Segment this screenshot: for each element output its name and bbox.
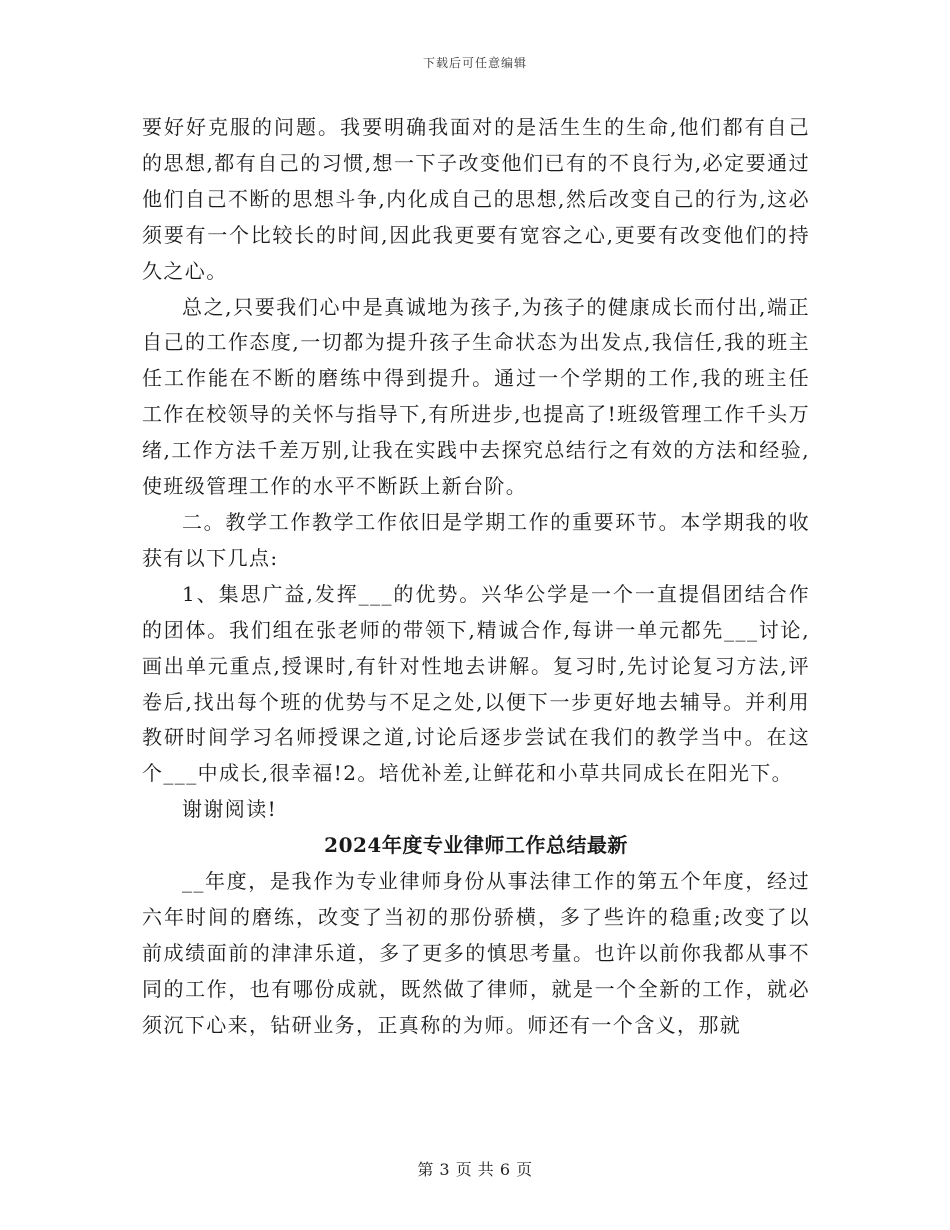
section-title: 2024年度专业律师工作总结最新	[324, 833, 628, 858]
paragraph-continuation: 要好好克服的问题。我要明确我面对的是活生生的生命,他们都有自己的思想,都有自己的习惯,想一下子改变他们已有的不良行为,必定要通过他们自己不断的思想斗争,内化成自己的思想,然后改变自己的行为,这必须要有一个比较长的时间,因此我更要有宽容之心,更要有改变他们的持久之心。	[142, 115, 810, 283]
paragraph-thanks: 谢谢阅读!	[182, 797, 278, 822]
document-body	[142, 110, 810, 1044]
paragraph-teaching-work: 二。教学工作教学工作依旧是学期工作的重要环节。本学期我的收获有以下几点:	[142, 509, 810, 570]
paragraph-summary: 总之,只要我们心中是真诚地为孩子,为孩子的健康成长而付出,端正自己的工作态度,一切都为提升孩子生命状态为出发点,我信任,我的班主任工作能在不断的磨练中得到提升。通过一个学期的工作,我的班主任工作在校领导的关怀与指导下,有所进步,也提高了!班级管理工作千头万绪,工作方法千差万别,让我在实践中去探究总结行之有效的方法和经验,使班级管理工作的水平不断跃上新台阶。	[142, 294, 810, 499]
header-note: 下载后可任意编辑	[422, 56, 527, 70]
paragraph-lawyer-summary: __年度，是我作为专业律师身份从事法律工作的第五个年度，经过六年时间的磨练，改变了当初的那份骄横，多了些许的稳重;改变了以前成绩面前的津津乐道，多了更多的慎思考量。也许以前你我都从事不同的工作，也有哪份成就，既然做了律师，就是一个全新的工作，就必须沉下心来，钻研业务，正真称的为师。师还有一个含义，那就	[142, 869, 810, 1037]
page-number: 第 3 页 共 6 页	[417, 1160, 533, 1179]
paragraph-point-one: 1、集思广益,发挥___的优势。兴华公学是一个一直提倡团结合作的团体。我们组在张老师的带领下,精诚合作,每讲一单元都先___讨论,画出单元重点,授课时,有针对性地去讲解。复习时,先讨论复习方法,评卷后,找出每个班的优势与不足之处,以便下一步更好地去辅导。并利用教研时间学习名师授课之道,讨论后逐步尝试在我们的教学当中。在这个___中成长,很幸福!2。培优补差,让鲜花和小草共同成长在阳光下。	[142, 581, 810, 786]
